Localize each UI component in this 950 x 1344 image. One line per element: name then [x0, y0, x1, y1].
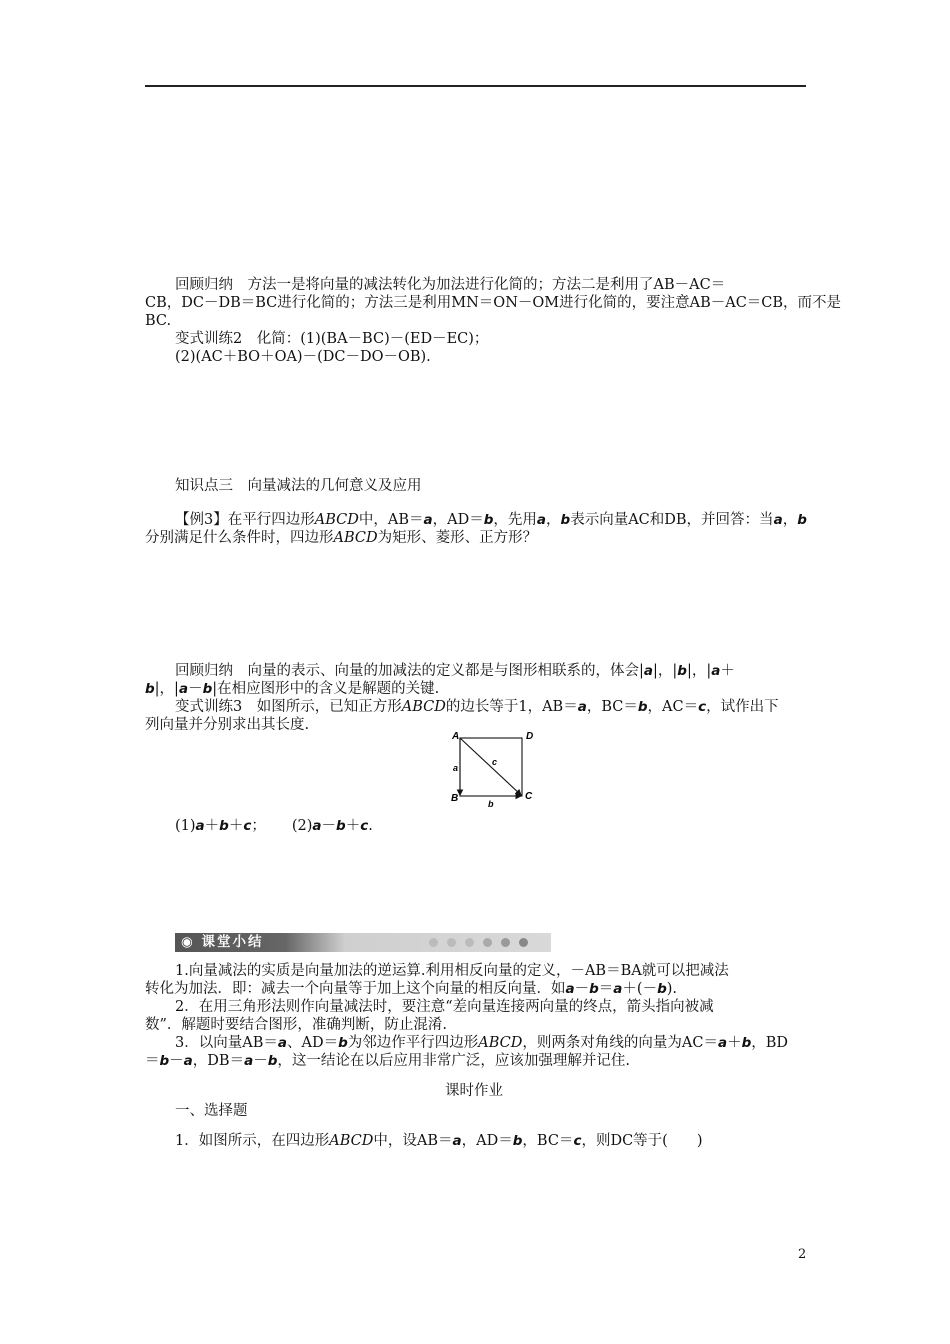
summary-item1-line2: 转化为加法．即：减去一个向量等于加上这个向量的相反向量．如a－b＝a＋(－b). — [145, 981, 678, 997]
review1-line1: 回顾归纳 方法一是将向量的减法转化为加法进行化简的；方法二是利用了AB－AC＝ — [175, 277, 726, 293]
label-B: B — [451, 793, 459, 804]
review2-line2: b|，|a－b|在相应图形中的含义是解题的关键. — [145, 681, 440, 697]
summary-item3-line1: 3．以向量AB＝a、AD＝b为邻边作平行四边形ABCD，则两条对角线的向量为AC＝a＋b，BD — [175, 1035, 789, 1051]
exercise3-line1: 变式训练3 如图所示，已知正方形ABCD的边长等于1，AB＝a，BC＝b，AC＝c，试作出下 — [175, 699, 779, 715]
label-C: C — [525, 791, 533, 802]
homework-title: 课时作业 — [445, 1083, 503, 1099]
banner-dot — [483, 938, 492, 947]
summary-item1-line1: 1.向量减法的实质是向量加法的逆运算.利用相反向量的定义，－AB＝BA就可以把减法 — [175, 963, 729, 979]
homework-section: 一、选择题 — [175, 1103, 248, 1119]
label-A: A — [452, 731, 460, 742]
banner-dot — [447, 938, 456, 947]
summary-banner-title: ◉ 课堂小结 — [181, 934, 264, 950]
label-a: a — [453, 763, 459, 773]
banner-dot — [429, 938, 438, 947]
exercise2-line1: 变式训练2 化简：(1)(BA－BC)－(ED－EC)； — [175, 331, 489, 347]
page-number: 2 — [798, 1247, 807, 1262]
example3-line1: 【例3】在平行四边形ABCD中，AB＝a，AD＝b，先用a，b表示向量AC和DB，并回答：当a，b — [175, 512, 807, 528]
review1-line2: CB，DC－DB＝BC进行化简的；方法三是利用MN＝ON－OM进行化简的，要注意AB－AC＝CB，而不是 — [145, 295, 842, 311]
summary-banner — [175, 933, 551, 952]
banner-dot — [519, 938, 528, 947]
review2-line1: 回顾归纳 向量的表示、向量的加减法的定义都是与图形相联系的，体会|a|，|b|，|a＋ — [175, 663, 735, 679]
example-tag: 【例3】 — [175, 512, 228, 528]
exercise3-questions: (1)a＋b＋c； (2)a－b＋c. — [175, 818, 373, 834]
homework-question1: 1．如图所示，在四边形ABCD中，设AB＝a，AD＝b，BC＝c，则DC等于( ) — [175, 1133, 703, 1149]
header-rule — [145, 85, 806, 87]
exercise2-line2: (2)(AC＋BO＋OA)－(DC－DO－OB). — [175, 349, 431, 365]
exercise3-line2: 列向量并分别求出其长度. — [145, 717, 310, 733]
label-b: b — [488, 799, 494, 809]
vector-c-arrow — [460, 738, 521, 795]
banner-dot — [501, 938, 510, 947]
label-D: D — [526, 731, 534, 742]
banner-dot — [465, 938, 474, 947]
example3-line2: 分别满足什么条件时，四边形ABCD为矩形、菱形、正方形？ — [145, 530, 538, 546]
summary-item3-line2: ＝b－a，DB＝a－b，这一结论在以后应用非常广泛，应该加强理解并记住. — [145, 1053, 630, 1069]
square-figure — [448, 728, 540, 810]
summary-item2-line1: 2．在用三角形法则作向量减法时，要注意“差向量连接两向量的终点，箭头指向被减 — [175, 999, 714, 1015]
review1-line3: BC. — [145, 313, 172, 329]
label-c: c — [492, 757, 498, 767]
summary-item2-line2: 数”．解题时要结合图形，准确判断，防止混淆. — [145, 1017, 448, 1033]
knowledge-point-title: 知识点三 向量减法的几何意义及应用 — [175, 478, 422, 494]
